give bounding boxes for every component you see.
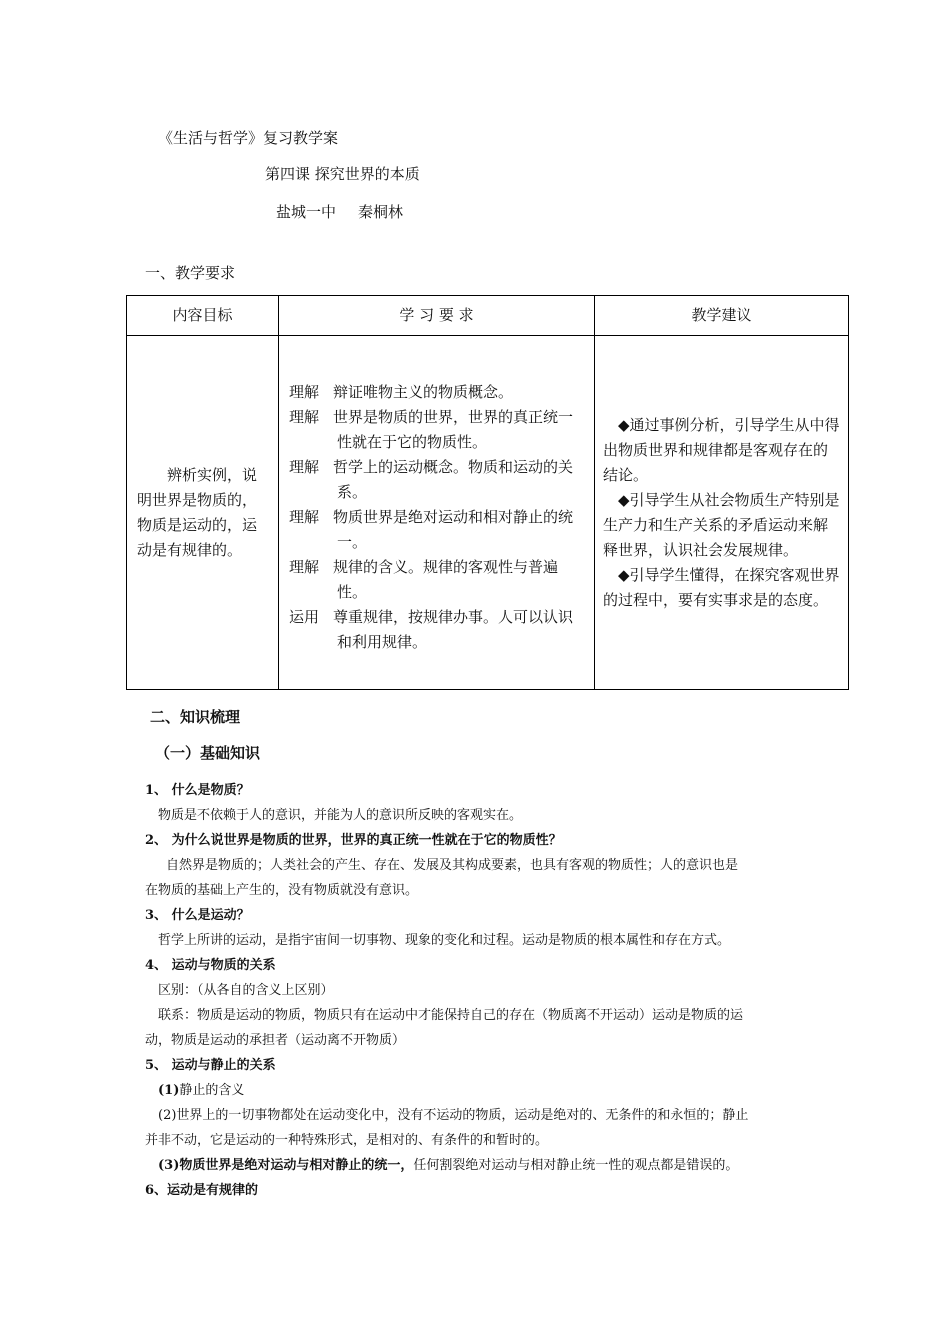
question-5-point-1 [158,1079,244,1098]
point-bold-text: (3)物质世界是绝对运动与相对静止的统一， [158,1158,414,1173]
table-header-suggestions: 教学建议 [595,296,849,336]
question-4-link-line2: 动，物质是运动的承担者（运动离不开物质） [145,1033,406,1048]
requirement-text: 物质世界是绝对运动和相对静止的统一。 [333,508,574,551]
requirement-item [289,380,586,405]
question-4-title: 4、 运动与物质的关系 [145,958,276,973]
requirements-cell [279,336,595,690]
requirement-verb: 理解 [289,408,320,426]
requirement-text: 哲学上的运动概念。物质和运动的关系。 [333,458,574,501]
lesson-title: 第四课 探究世界的本质 [265,165,420,183]
question-2-title: 2、 为什么说世界是物质的世界，世界的真正统一性就在于它的物质性？ [145,833,562,848]
question-6-title: 6、运动是有规律的 [145,1183,259,1198]
section-heading-knowledge-review: 二、知识梳理 [150,708,241,726]
requirement-item [289,505,586,555]
school-name: 盐城一中 [276,203,337,221]
content-goal-cell [127,336,279,690]
suggestions-cell [595,336,849,690]
suggestion-item: ◆引导学生从社会物质生产特别是生产力和生产关系的矛盾运动来解释世界，认识社会发展规律。 [603,490,840,559]
question-2-answer-line2: 在物质的基础上产生的，没有物质就没有意识。 [145,883,419,898]
requirement-item [289,555,586,605]
table-row [127,336,849,690]
teaching-requirements-table [126,295,849,690]
requirement-item [289,605,586,655]
author-name: 秦桐林 [358,203,404,221]
subsection-heading-basic-knowledge: （一）基础知识 [155,744,261,762]
question-5-point-2-line1: (2)世界上的一切事物都处在运动变化中，没有不运动的物质，运动是绝对的、无条件的和永恒的；静止 [158,1108,749,1123]
table-header-requirements: 学 习 要 求 [279,296,595,336]
question-5-point-2-line2: 并非不动，它是运动的一种特殊形式，是相对的、有条件的和暂时的。 [145,1133,549,1148]
question-1-title: 1、 什么是物质？ [145,783,250,798]
section-heading-teaching-requirements: 一、教学要求 [145,264,236,282]
point-text: 任何割裂绝对运动与相对静止统一性的观点都是错误的。 [413,1158,739,1173]
question-4-link-line1: 联系：物质是运动的物质，物质只有在运动中才能保持自己的存在（物质离不开运动）运动是物质的运 [158,1008,744,1023]
requirement-verb: 理解 [289,558,320,576]
suggestion-item: ◆通过事例分析，引导学生从中得出物质世界和规律都是客观存在的结论。 [603,415,840,484]
requirement-text: 尊重规律，按规律办事。人可以认识和利用规律。 [333,608,574,651]
question-4-difference: 区别：（从各自的含义上区别） [158,983,334,998]
requirement-item [289,405,586,455]
requirement-item [289,455,586,505]
requirement-verb: 理解 [289,508,320,526]
question-5-point-3 [158,1154,738,1173]
table-header-row [127,296,849,336]
requirement-text: 规律的含义。规律的客观性与普遍性。 [333,558,559,601]
suggestion-item: ◆引导学生懂得，在探究客观世界的过程中，要有实事求是的态度。 [603,565,840,609]
point-number: (1) [158,1083,180,1098]
table-header-content-goal: 内容目标 [127,296,279,336]
question-5-title: 5、 运动与静止的关系 [145,1058,276,1073]
requirement-text: 世界是物质的世界，世界的真正统一性就在于它的物质性。 [333,408,574,451]
requirement-verb: 理解 [289,458,320,476]
requirement-verb: 理解 [289,383,320,401]
requirement-verb: 运用 [289,608,320,626]
question-2-answer-line1: 自然界是物质的；人类社会的产生、存在、发展及其构成要素，也具有客观的物质性；人的意识也是 [166,858,739,873]
content-goal-text: 辨析实例，说明世界是物质的，物质是运动的，运动是有规律的。 [137,465,258,559]
question-3-answer: 哲学上所讲的运动，是指宇宙间一切事物、现象的变化和过程。运动是物质的根本属性和存在方式。 [158,933,731,948]
document-title: 《生活与哲学》复习教学案 [158,129,339,147]
point-text: 静止的含义 [179,1083,245,1098]
author-line [276,201,403,222]
question-1-answer: 物质是不依赖于人的意识，并能为人的意识所反映的客观实在。 [158,808,523,823]
requirement-text: 辩证唯物主义的物质概念。 [333,383,514,401]
question-3-title: 3、 什么是运动？ [145,908,250,923]
